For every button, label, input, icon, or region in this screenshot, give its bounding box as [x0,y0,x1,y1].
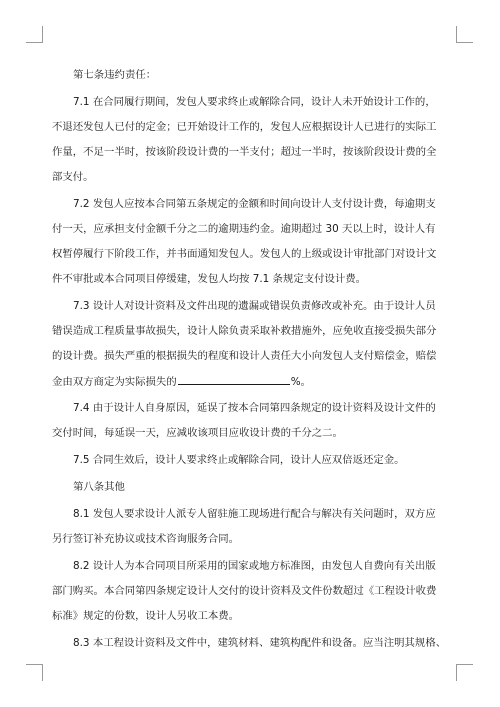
clause-line: 不退还发包人已付的定金；已开始设计工作的，发包人应根据设计人已进行的实际工 [52,121,437,133]
clause-line: 的设计费。损失严重的根据损失的程度和设计人责任大小向发包人支付赔偿金，赔偿 [52,350,437,362]
crop-mark-bottom-left [26,664,43,681]
clause-line: 8.3 本工程设计资料及文件中，建筑材料、建筑构配件和设备。应当注明其规格、 [73,637,447,649]
article-7-heading: 第七条违约责任： [73,69,157,81]
crop-mark-top-right [456,26,473,43]
clause-text: 金由双方商定为实际损失的 [52,376,177,388]
clause-7-3 [52,298,452,389]
fill-in-blank [178,373,290,385]
clause-line: 权暂停履行下阶段工作，并书面通知发包人。发包人的上级或设计审批部门对设计文 [52,248,437,260]
clause-line: 7.2 发包人应按本合同第五条规定的金额和时间向设计人支付设计费，每逾期支 [73,198,436,210]
article-8-heading: 第八条其他 [73,481,125,493]
clause-line: 部支付。 [52,171,94,183]
clause-line: 件不审批或本合同项目停缓建，发包人均按 7.1 条规定支付设计费。 [52,273,367,285]
clause-line: 7.1 在合同履行期间，发包人要求终止或解除合同，设计人未开始设计工作的， [73,96,436,108]
clause-line: 8.2 设计人为本合同项目所采用的国家或地方标准图，由发包人自费向有关出版 [73,560,436,572]
clause-7-4 [52,400,452,441]
clause-7-1 [52,94,452,185]
clause-line: 7.3 设计人对设计资料及文件出现的遗漏或错误负责修改或补充。由于设计人员 [73,300,436,312]
clause-8-1 [52,506,452,547]
clause-8-2 [52,558,452,624]
clause-line: 另行签订补充协议或技术咨询服务合同。 [52,533,240,545]
clause-line: 7.4 由于设计人自身原因，延误了按本合同第四条规定的设计资料及设计文件的 [73,402,436,414]
clause-7-5 [52,452,452,468]
clause-line: 交付时间，每延误一天，应减收该项目应收设计费的千分之二。 [52,427,343,439]
clause-line: 作量，不足一半时，按该阶段设计费的一半支付；超过一半时，按该阶段设计费的全 [52,146,437,158]
clause-line: 错误造成工程质量事故损失，设计人除负责采取补救措施外，应免收直接受损失部分 [52,325,437,337]
clause-line: 部门购买。本合同第四条规定设计人交付的设计资料及文件份数超过《工程设计收费 [52,585,437,597]
clause-8-3 [52,635,452,651]
crop-mark-top-left [26,26,43,43]
crop-mark-bottom-right [456,664,473,681]
clause-line: 标准》规定的份数，设计人另收工本费。 [52,610,240,622]
clause-text: %。 [290,376,311,388]
clause-line: 8.1 发包人要求设计人派专人留驻施工现场进行配合与解决有关问题时，双方应 [73,508,436,520]
clause-line: 7.5 合同生效后，设计人要求终止或解除合同，设计人应双倍返还定金。 [73,454,405,466]
clause-line [52,373,452,389]
clause-7-2 [52,196,452,287]
document-body [52,67,452,662]
clause-line: 付一天，应承担支付金额千分之二的逾期违约金。逾期超过 30 天以上时，设计人有 [52,223,436,235]
